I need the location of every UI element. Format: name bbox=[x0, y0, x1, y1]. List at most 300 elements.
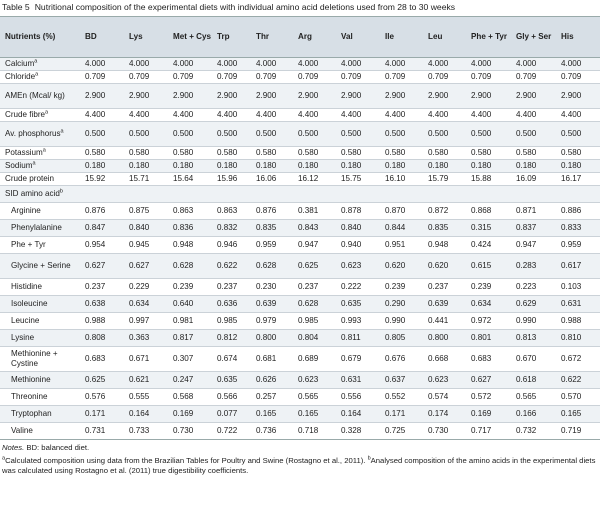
value-cell: 0.180 bbox=[423, 160, 466, 173]
value-cell: 0.709 bbox=[556, 71, 600, 84]
value-cell bbox=[556, 186, 600, 203]
header-nutrients: Nutrients (%) bbox=[0, 17, 80, 58]
value-cell: 0.808 bbox=[80, 330, 124, 347]
value-cell: 0.709 bbox=[336, 71, 380, 84]
value-cell: 0.959 bbox=[556, 237, 600, 254]
nutrient-name-cell bbox=[0, 84, 80, 109]
value-cell: 0.180 bbox=[556, 160, 600, 173]
value-cell: 0.947 bbox=[293, 237, 336, 254]
value-cell: 0.631 bbox=[336, 372, 380, 389]
nutrient-name-cell bbox=[0, 58, 80, 71]
value-cell: 0.639 bbox=[423, 296, 466, 313]
value-cell: 0.627 bbox=[80, 254, 124, 279]
value-cell: 0.237 bbox=[212, 279, 251, 296]
nutrient-name: SID amino acid bbox=[5, 189, 60, 198]
value-cell: 0.638 bbox=[80, 296, 124, 313]
nutrient-name-cell bbox=[0, 186, 80, 203]
value-cell: 0.672 bbox=[556, 347, 600, 372]
value-cell: 0.283 bbox=[511, 254, 556, 279]
value-cell: 0.169 bbox=[466, 406, 511, 423]
value-cell: 0.634 bbox=[124, 296, 168, 313]
value-cell: 15.96 bbox=[212, 173, 251, 186]
table-row bbox=[0, 296, 600, 313]
value-cell: 0.103 bbox=[556, 279, 600, 296]
value-cell: 0.947 bbox=[511, 237, 556, 254]
value-cell: 4.000 bbox=[336, 58, 380, 71]
value-cell: 0.500 bbox=[336, 122, 380, 147]
nutrition-table bbox=[0, 16, 600, 440]
nutrient-name-cell bbox=[0, 203, 80, 220]
value-cell: 0.180 bbox=[511, 160, 556, 173]
value-cell: 0.622 bbox=[556, 372, 600, 389]
nutrient-name-cell bbox=[0, 279, 80, 296]
nutrient-name: Phe + Tyr bbox=[11, 240, 46, 249]
table-row bbox=[0, 71, 600, 84]
value-cell: 0.580 bbox=[251, 147, 293, 160]
value-cell bbox=[212, 186, 251, 203]
value-cell: 0.736 bbox=[251, 423, 293, 440]
value-cell: 0.363 bbox=[124, 330, 168, 347]
value-cell: 0.833 bbox=[556, 220, 600, 237]
value-cell: 0.628 bbox=[293, 296, 336, 313]
value-cell: 4.000 bbox=[293, 58, 336, 71]
table-row bbox=[0, 279, 600, 296]
value-cell: 0.988 bbox=[556, 313, 600, 330]
value-cell: 4.400 bbox=[336, 109, 380, 122]
value-cell: 0.709 bbox=[168, 71, 212, 84]
nutrient-name: Threonine bbox=[11, 392, 48, 401]
value-cell: 0.580 bbox=[168, 147, 212, 160]
nutrient-name-cell bbox=[0, 423, 80, 440]
nutrient-name-cell bbox=[0, 109, 80, 122]
value-cell: 0.580 bbox=[511, 147, 556, 160]
value-cell: 0.580 bbox=[466, 147, 511, 160]
value-cell: 0.886 bbox=[556, 203, 600, 220]
value-cell: 0.629 bbox=[511, 296, 556, 313]
value-cell: 2.900 bbox=[556, 84, 600, 109]
table-row bbox=[0, 109, 600, 122]
value-cell: 0.500 bbox=[251, 122, 293, 147]
notes-text: BD: balanced diet. bbox=[24, 443, 90, 452]
value-cell: 0.878 bbox=[336, 203, 380, 220]
value-cell: 0.636 bbox=[212, 296, 251, 313]
nutrient-name: AMEn (Mcal/ kg) bbox=[5, 91, 65, 100]
value-cell: 0.580 bbox=[336, 147, 380, 160]
value-cell bbox=[336, 186, 380, 203]
value-cell: 0.623 bbox=[336, 254, 380, 279]
value-cell: 0.733 bbox=[124, 423, 168, 440]
value-cell: 0.500 bbox=[80, 122, 124, 147]
value-cell: 0.500 bbox=[423, 122, 466, 147]
value-cell: 0.812 bbox=[212, 330, 251, 347]
nutrient-name: Histidine bbox=[11, 282, 43, 291]
value-cell: 0.840 bbox=[124, 220, 168, 237]
value-cell: 4.000 bbox=[251, 58, 293, 71]
value-cell: 0.165 bbox=[293, 406, 336, 423]
nutrient-name: Crude protein bbox=[5, 174, 55, 183]
value-cell: 0.165 bbox=[251, 406, 293, 423]
value-cell: 0.180 bbox=[168, 160, 212, 173]
value-cell: 0.634 bbox=[466, 296, 511, 313]
value-cell: 0.625 bbox=[80, 372, 124, 389]
value-cell: 0.800 bbox=[423, 330, 466, 347]
value-cell: 0.945 bbox=[124, 237, 168, 254]
value-cell: 0.800 bbox=[251, 330, 293, 347]
nutrient-name: Crude fibre bbox=[5, 110, 46, 119]
nutrient-footnote-mark: a bbox=[32, 160, 36, 167]
value-cell: 0.580 bbox=[423, 147, 466, 160]
value-cell: 2.900 bbox=[423, 84, 466, 109]
footnotes bbox=[2, 456, 597, 477]
value-cell: 0.709 bbox=[124, 71, 168, 84]
value-cell: 0.837 bbox=[511, 220, 556, 237]
table-header-row bbox=[0, 17, 600, 58]
footnote-b-mark: b bbox=[367, 454, 371, 461]
nutrient-name-cell bbox=[0, 372, 80, 389]
value-cell: 15.92 bbox=[80, 173, 124, 186]
table-row bbox=[0, 389, 600, 406]
value-cell: 0.627 bbox=[466, 372, 511, 389]
nutrient-name: Arginine bbox=[11, 206, 41, 215]
value-cell: 0.180 bbox=[380, 160, 423, 173]
header-col: Leu bbox=[423, 17, 466, 58]
value-cell: 0.171 bbox=[80, 406, 124, 423]
value-cell: 0.732 bbox=[511, 423, 556, 440]
value-cell: 2.900 bbox=[212, 84, 251, 109]
value-cell: 0.731 bbox=[80, 423, 124, 440]
value-cell: 0.990 bbox=[511, 313, 556, 330]
footnote-b: Analysed composition of the amino acids in the experimental diets was calculated using Rostagno et al. (2011) true digestibility coefficients. bbox=[2, 455, 596, 475]
value-cell: 0.576 bbox=[80, 389, 124, 406]
value-cell bbox=[511, 186, 556, 203]
value-cell: 0.730 bbox=[168, 423, 212, 440]
value-cell: 0.804 bbox=[293, 330, 336, 347]
value-cell: 0.730 bbox=[423, 423, 466, 440]
value-cell: 15.64 bbox=[168, 173, 212, 186]
value-cell: 0.681 bbox=[251, 347, 293, 372]
header-col: Ile bbox=[380, 17, 423, 58]
value-cell bbox=[423, 186, 466, 203]
value-cell: 0.626 bbox=[251, 372, 293, 389]
value-cell: 0.709 bbox=[380, 71, 423, 84]
table-row bbox=[0, 406, 600, 423]
value-cell: 0.709 bbox=[80, 71, 124, 84]
value-cell: 4.400 bbox=[511, 109, 556, 122]
table-caption-label: Table 5 bbox=[2, 2, 30, 12]
value-cell: 4.400 bbox=[168, 109, 212, 122]
table-row bbox=[0, 58, 600, 71]
nutrient-name: Methionine bbox=[11, 375, 51, 384]
value-cell: 15.75 bbox=[336, 173, 380, 186]
value-cell: 0.180 bbox=[80, 160, 124, 173]
table-row bbox=[0, 313, 600, 330]
value-cell: 0.635 bbox=[212, 372, 251, 389]
value-cell: 0.840 bbox=[336, 220, 380, 237]
value-cell: 0.180 bbox=[251, 160, 293, 173]
nutrient-name: Lysine bbox=[11, 333, 35, 342]
value-cell: 0.574 bbox=[423, 389, 466, 406]
value-cell: 0.500 bbox=[556, 122, 600, 147]
value-cell: 4.400 bbox=[293, 109, 336, 122]
value-cell: 4.000 bbox=[212, 58, 251, 71]
value-cell: 0.709 bbox=[293, 71, 336, 84]
value-cell: 0.637 bbox=[380, 372, 423, 389]
table-row bbox=[0, 423, 600, 440]
value-cell: 0.670 bbox=[511, 347, 556, 372]
value-cell: 0.993 bbox=[336, 313, 380, 330]
value-cell: 0.801 bbox=[466, 330, 511, 347]
value-cell bbox=[380, 186, 423, 203]
value-cell: 0.164 bbox=[124, 406, 168, 423]
value-cell: 0.676 bbox=[380, 347, 423, 372]
value-cell: 0.566 bbox=[212, 389, 251, 406]
header-col: Trp bbox=[212, 17, 251, 58]
value-cell: 0.620 bbox=[423, 254, 466, 279]
value-cell: 0.719 bbox=[556, 423, 600, 440]
value-cell: 0.628 bbox=[168, 254, 212, 279]
value-cell: 0.239 bbox=[466, 279, 511, 296]
value-cell: 0.725 bbox=[380, 423, 423, 440]
nutrient-footnote-mark: a bbox=[42, 147, 46, 154]
header-col: Thr bbox=[251, 17, 293, 58]
nutrient-name-cell bbox=[0, 160, 80, 173]
value-cell: 4.400 bbox=[423, 109, 466, 122]
value-cell: 0.946 bbox=[212, 237, 251, 254]
nutrient-name-cell bbox=[0, 347, 80, 372]
value-cell: 0.981 bbox=[168, 313, 212, 330]
value-cell: 0.620 bbox=[380, 254, 423, 279]
nutrient-footnote-mark: a bbox=[45, 109, 49, 116]
value-cell: 0.239 bbox=[380, 279, 423, 296]
value-cell: 2.900 bbox=[293, 84, 336, 109]
value-cell: 0.640 bbox=[168, 296, 212, 313]
value-cell: 0.580 bbox=[80, 147, 124, 160]
value-cell: 15.79 bbox=[423, 173, 466, 186]
table-notes bbox=[0, 440, 600, 477]
value-cell: 0.180 bbox=[336, 160, 380, 173]
value-cell: 15.88 bbox=[466, 173, 511, 186]
value-cell: 0.639 bbox=[251, 296, 293, 313]
value-cell: 16.06 bbox=[251, 173, 293, 186]
header-col: BD bbox=[80, 17, 124, 58]
value-cell: 0.580 bbox=[212, 147, 251, 160]
header-col: Val bbox=[336, 17, 380, 58]
footnote-a-mark: a bbox=[2, 454, 6, 461]
value-cell: 4.400 bbox=[124, 109, 168, 122]
value-cell: 0.500 bbox=[124, 122, 168, 147]
value-cell: 0.555 bbox=[124, 389, 168, 406]
nutrient-name-cell bbox=[0, 406, 80, 423]
value-cell: 0.835 bbox=[251, 220, 293, 237]
value-cell: 0.876 bbox=[80, 203, 124, 220]
value-cell: 4.000 bbox=[556, 58, 600, 71]
value-cell: 0.230 bbox=[251, 279, 293, 296]
table-row bbox=[0, 203, 600, 220]
value-cell: 0.441 bbox=[423, 313, 466, 330]
value-cell: 4.000 bbox=[511, 58, 556, 71]
value-cell bbox=[466, 186, 511, 203]
nutrient-name-cell bbox=[0, 313, 80, 330]
table-row bbox=[0, 84, 600, 109]
nutrient-name: Tryptophan bbox=[11, 409, 52, 418]
value-cell: 0.832 bbox=[212, 220, 251, 237]
nutrient-footnote-mark: b bbox=[59, 188, 63, 195]
value-cell: 4.000 bbox=[168, 58, 212, 71]
value-cell: 0.307 bbox=[168, 347, 212, 372]
table-caption bbox=[0, 0, 600, 16]
value-cell: 16.10 bbox=[380, 173, 423, 186]
nutrient-name: Chloride bbox=[5, 72, 36, 81]
value-cell: 0.683 bbox=[80, 347, 124, 372]
nutrient-name: Potassium bbox=[5, 148, 43, 157]
value-cell: 4.000 bbox=[80, 58, 124, 71]
value-cell: 4.400 bbox=[212, 109, 251, 122]
value-cell: 0.870 bbox=[380, 203, 423, 220]
value-cell: 0.954 bbox=[80, 237, 124, 254]
value-cell: 4.000 bbox=[423, 58, 466, 71]
value-cell: 16.09 bbox=[511, 173, 556, 186]
nutrient-name-cell bbox=[0, 147, 80, 160]
value-cell: 0.683 bbox=[466, 347, 511, 372]
value-cell: 4.400 bbox=[80, 109, 124, 122]
header-col: His bbox=[556, 17, 600, 58]
value-cell: 4.000 bbox=[380, 58, 423, 71]
value-cell: 0.424 bbox=[466, 237, 511, 254]
nutrient-name: Leucine bbox=[11, 316, 40, 325]
value-cell: 4.400 bbox=[251, 109, 293, 122]
value-cell bbox=[124, 186, 168, 203]
value-cell: 0.165 bbox=[556, 406, 600, 423]
value-cell: 0.500 bbox=[380, 122, 423, 147]
value-cell: 0.500 bbox=[511, 122, 556, 147]
value-cell: 0.805 bbox=[380, 330, 423, 347]
value-cell: 0.871 bbox=[511, 203, 556, 220]
value-cell: 0.872 bbox=[423, 203, 466, 220]
header-col: Met + Cys bbox=[168, 17, 212, 58]
value-cell: 0.381 bbox=[293, 203, 336, 220]
value-cell: 0.180 bbox=[293, 160, 336, 173]
value-cell: 0.709 bbox=[466, 71, 511, 84]
value-cell: 0.718 bbox=[293, 423, 336, 440]
table-body bbox=[0, 58, 600, 440]
table-row bbox=[0, 173, 600, 186]
value-cell: 0.985 bbox=[212, 313, 251, 330]
value-cell: 0.580 bbox=[124, 147, 168, 160]
value-cell: 0.671 bbox=[124, 347, 168, 372]
table-caption-text: Nutritional composition of the experimental diets with individual amino acid deletions used from 28 to 30 weeks bbox=[34, 2, 456, 12]
value-cell: 0.844 bbox=[380, 220, 423, 237]
value-cell: 0.621 bbox=[124, 372, 168, 389]
nutrient-name-cell bbox=[0, 122, 80, 147]
value-cell: 0.709 bbox=[251, 71, 293, 84]
value-cell: 0.622 bbox=[212, 254, 251, 279]
value-cell: 2.900 bbox=[466, 84, 511, 109]
value-cell: 0.169 bbox=[168, 406, 212, 423]
table-row bbox=[0, 147, 600, 160]
value-cell: 0.835 bbox=[423, 220, 466, 237]
value-cell: 0.617 bbox=[556, 254, 600, 279]
value-cell: 15.71 bbox=[124, 173, 168, 186]
nutrient-name-cell bbox=[0, 71, 80, 84]
nutrient-name-cell bbox=[0, 220, 80, 237]
table-row bbox=[0, 254, 600, 279]
nutrient-name-cell bbox=[0, 173, 80, 186]
value-cell: 0.997 bbox=[124, 313, 168, 330]
value-cell: 0.580 bbox=[293, 147, 336, 160]
value-cell bbox=[293, 186, 336, 203]
value-cell: 0.674 bbox=[212, 347, 251, 372]
value-cell: 0.948 bbox=[423, 237, 466, 254]
value-cell: 4.400 bbox=[380, 109, 423, 122]
footnote-a: Calculated composition using data from the Brazilian Tables for Poultry and Swine (Rostagno et al., 2011). bbox=[5, 455, 368, 465]
value-cell: 0.500 bbox=[212, 122, 251, 147]
value-cell: 0.500 bbox=[466, 122, 511, 147]
value-cell: 0.951 bbox=[380, 237, 423, 254]
value-cell: 2.900 bbox=[251, 84, 293, 109]
header-col: Lys bbox=[124, 17, 168, 58]
value-cell: 0.875 bbox=[124, 203, 168, 220]
value-cell: 0.257 bbox=[251, 389, 293, 406]
value-cell: 0.813 bbox=[511, 330, 556, 347]
table-row bbox=[0, 160, 600, 173]
nutrient-name-cell bbox=[0, 296, 80, 313]
value-cell: 0.568 bbox=[168, 389, 212, 406]
value-cell: 0.847 bbox=[80, 220, 124, 237]
value-cell: 0.635 bbox=[336, 296, 380, 313]
value-cell: 0.328 bbox=[336, 423, 380, 440]
value-cell: 0.623 bbox=[293, 372, 336, 389]
value-cell: 0.222 bbox=[336, 279, 380, 296]
value-cell: 2.900 bbox=[380, 84, 423, 109]
value-cell: 0.717 bbox=[466, 423, 511, 440]
value-cell: 2.900 bbox=[511, 84, 556, 109]
value-cell: 0.166 bbox=[511, 406, 556, 423]
nutrient-name-cell bbox=[0, 254, 80, 279]
value-cell: 0.237 bbox=[293, 279, 336, 296]
value-cell: 16.17 bbox=[556, 173, 600, 186]
table-row bbox=[0, 347, 600, 372]
nutrient-name-cell bbox=[0, 389, 80, 406]
nutrient-name-cell bbox=[0, 237, 80, 254]
header-col: Arg bbox=[293, 17, 336, 58]
value-cell: 0.988 bbox=[80, 313, 124, 330]
notes-label: Notes. bbox=[2, 443, 25, 452]
value-cell bbox=[251, 186, 293, 203]
value-cell: 0.565 bbox=[293, 389, 336, 406]
value-cell: 0.817 bbox=[168, 330, 212, 347]
value-cell: 4.000 bbox=[466, 58, 511, 71]
value-cell: 2.900 bbox=[336, 84, 380, 109]
value-cell: 0.627 bbox=[124, 254, 168, 279]
value-cell: 0.972 bbox=[466, 313, 511, 330]
nutrient-footnote-mark: a bbox=[35, 71, 39, 78]
value-cell: 0.959 bbox=[251, 237, 293, 254]
value-cell: 0.625 bbox=[293, 254, 336, 279]
value-cell: 0.836 bbox=[168, 220, 212, 237]
value-cell: 0.876 bbox=[251, 203, 293, 220]
value-cell: 0.229 bbox=[124, 279, 168, 296]
nutrient-footnote-mark: a bbox=[60, 128, 64, 135]
table-row bbox=[0, 372, 600, 389]
header-col: Gly + Ser bbox=[511, 17, 556, 58]
value-cell: 0.863 bbox=[212, 203, 251, 220]
nutrient-name: Sodium bbox=[5, 161, 33, 170]
value-cell bbox=[80, 186, 124, 203]
table-row bbox=[0, 237, 600, 254]
nutrient-name-cell bbox=[0, 330, 80, 347]
value-cell: 0.709 bbox=[423, 71, 466, 84]
value-cell: 0.247 bbox=[168, 372, 212, 389]
